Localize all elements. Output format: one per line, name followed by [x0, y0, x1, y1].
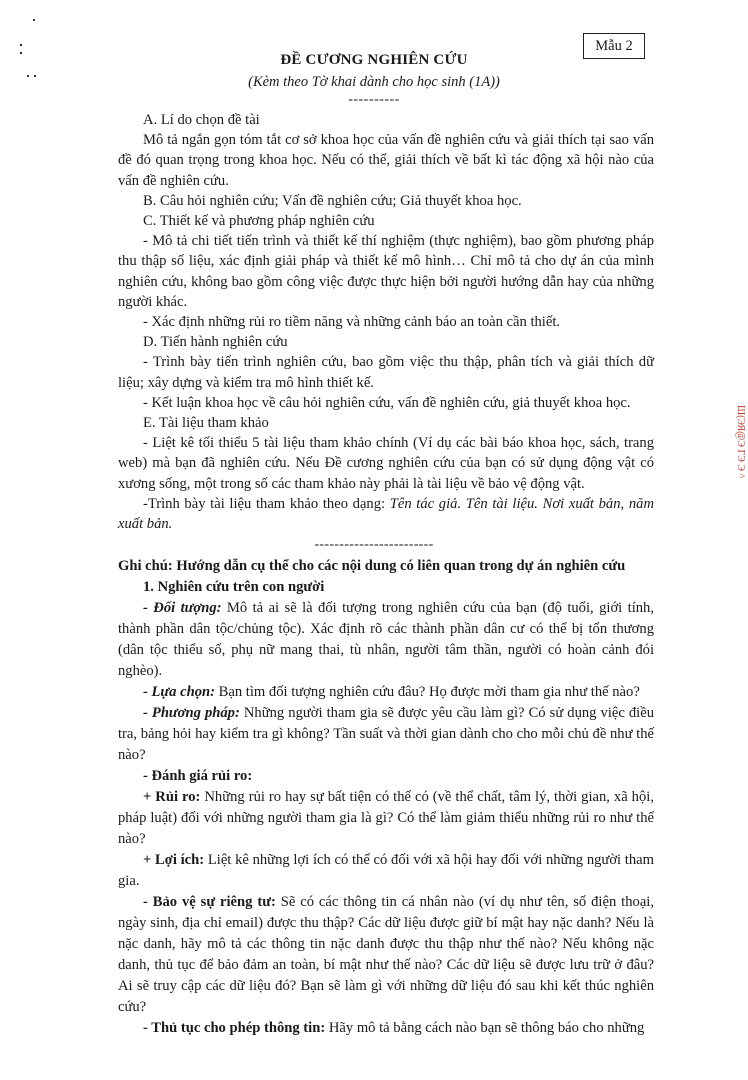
note-subheading-human-research: 1. Nghiên cứu trên con người [143, 579, 325, 595]
note-heading: Ghi chú: Hướng dẫn cụ thể cho các nội dung có liên quan trong dự án nghiên cứu [118, 558, 626, 574]
note-selection [118, 682, 654, 703]
note-consent-procedure [118, 1018, 654, 1039]
section-b-heading: B. Câu hỏi nghiên cứu; Vấn đề nghiên cứu; Giả thuyết khoa học. [143, 192, 522, 209]
separator-middle: ------------------------ [314, 537, 434, 552]
edge-stamp-text: Ш(ЭЯ@Э ГЭ Э ^ [735, 405, 746, 479]
page-subtitle: (Kèm theo Tờ khai dành cho học sinh (1A)) [248, 74, 500, 90]
section-c-text-2: - Xác định những rủi ro tiềm năng và những cảnh báo an toàn cần thiết. [143, 314, 561, 331]
form-label-box: Mẫu 2 [583, 33, 645, 59]
benefits-label: + Lợi ích: [143, 852, 205, 868]
outline-sections [118, 110, 654, 534]
note-method [118, 703, 654, 766]
scan-speck [33, 19, 35, 21]
consent-label: - Thủ tục cho phép thông tin: [143, 1020, 326, 1036]
section-d-heading: D. Tiến hành nghiên cứu [143, 334, 288, 351]
risks-text: Những rủi ro hay sự bất tiện có thể có (về thể chất, tâm lý, thời gian, xã hội, pháp luật) đối với những người tham gia là gì? Có thể làm giảm thiểu những rủi ro như thế nào? [118, 789, 654, 847]
section-e-heading: E. Tài liệu tham khảo [143, 415, 269, 432]
subjects-text: Mô tả ai sẽ là đối tượng trong nghiên cứu của bạn (độ tuổi, giới tính, thành phần dân tộc/chủng tộc). Xác định rõ các thành phần dân cư có thể bị tổn thương (dân tộc thiểu số, phụ nữ mang thai, tù nhân, người tâm thần, người có hoàn cảnh đói nghèo). [118, 600, 654, 679]
section-e-text-2 [118, 494, 654, 534]
section-a-heading: A. Lí do chọn đề tài [143, 112, 260, 128]
section-d-text-1: - Trình bày tiến trình nghiên cứu, bao gồm việc thu thập, phân tích và giải thích dữ liệu; xây dựng và kiểm tra mô hình thiết kế. [118, 354, 654, 391]
risks-label: + Rủi ro: [143, 789, 201, 805]
method-text: Những người tham gia sẽ được yêu cầu làm gì? Có sử dụng việc điều tra, bảng hỏi hay kiểm tra gì không? Tần suất và thời gian dành cho cho mỗi chủ đề như thế nào? [118, 705, 654, 763]
reference-format-prefix: -Trình bày tài liệu tham khảo theo dạng: [143, 495, 390, 512]
privacy-label: - Bảo vệ sự riêng tư: [143, 894, 276, 910]
note-risk-assessment: - Đánh giá rủi ro: [143, 768, 253, 784]
selection-text: Bạn tìm đối tượng nghiên cứu đâu? Họ được mời tham gia như thế nào? [214, 684, 640, 700]
section-a-text: Mô tả ngắn gọn tóm tắt cơ sở khoa học của vấn đề nghiên cứu và giải thích tại sao vấn đề đó quan trọng trong khoa học. Nếu có thể, giải thích về bất kì tác động xã hội nào của vấn đề nghiên cứu. [118, 132, 654, 189]
reference-format-example: Tên tác giả. Tên tài liệu. Nơi xuất bản, năm xuất bản. [118, 495, 654, 533]
page-title: ĐỀ CƯƠNG NGHIÊN CỨU [280, 52, 468, 68]
privacy-text: Sẽ có các thông tin cá nhân nào (ví dụ như tên, số điện thoại, ngày sinh, địa chỉ email) được thu thập? Các dữ liệu được giữ bí mật hay nặc danh? Nếu là nặc danh, hãy mô tả các thông tin nặc danh được thu thập như thế nào? Nếu không nặc danh, thủ tục để bảo đảm an toàn, bí mật như thế nào? Các dữ liệu sẽ được lưu trữ ở đâu? Ai sẽ truy cập các dữ liệu đó? Bạn sẽ làm gì với những dữ liệu đó sau khi kết thúc nghiên cứu? [118, 894, 654, 1015]
method-label: - Phương pháp: [143, 705, 240, 721]
note-risks [118, 787, 654, 850]
section-d-text-2: - Kết luận khoa học về câu hỏi nghiên cứu, vấn đề nghiên cứu, giả thuyết khoa học. [143, 394, 631, 411]
section-c-heading: C. Thiết kế và phương pháp nghiên cứu [143, 213, 375, 230]
separator-top: ---------- [348, 92, 400, 107]
section-e-text-1: - Liệt kê tối thiểu 5 tài liệu tham khảo chính (Ví dụ các bài báo khoa học, sách, trang web) mà bạn đã nghiên cứu. Nếu Đề cương nghiên cứu của bạn có sử dụng động vật có xương sống, một trong số các tham khảo này phải là tài liệu về bảo vệ động vật. [118, 435, 654, 492]
note-benefits [118, 850, 654, 892]
subjects-label: - Đối tượng: [143, 600, 222, 616]
selection-label: - Lựa chọn: [143, 684, 215, 700]
note-privacy [118, 892, 654, 1018]
guidance-notes [118, 556, 654, 1039]
section-c-text-1: - Mô tả chi tiết tiến trình và thiết kế thí nghiệm (thực nghiệm), bao gồm phương pháp thu thập số liệu, xác định giải pháp và thiết kế mô hình… Chỉ mô tả cho dự án của mình nghiên cứu, không bao gồm công việc được thực hiện bởi người hướng dẫn hay của những người khác. [118, 233, 654, 310]
benefits-text: Liệt kê những lợi ích có thể có đối với xã hội hay đối với những người tham gia. [118, 852, 654, 889]
note-subjects [118, 598, 654, 682]
scan-speck [20, 44, 22, 46]
consent-text: Hãy mô tả bằng cách nào bạn sẽ thông báo cho những [325, 1020, 645, 1036]
